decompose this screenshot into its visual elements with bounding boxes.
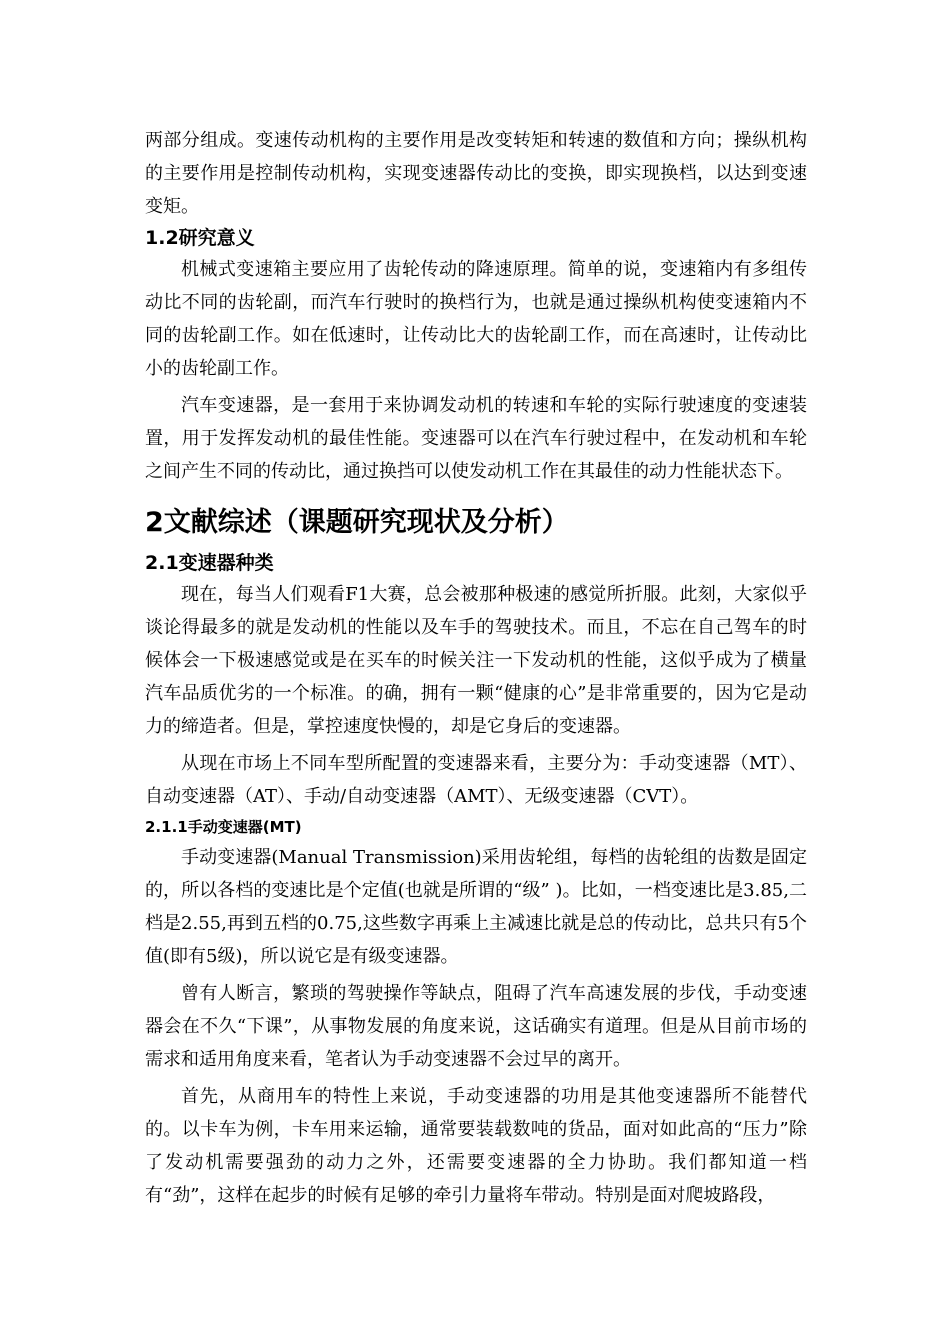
paragraph-1-2-b: 汽车变速器，是一套用于来协调发动机的转速和车轮的实际行驶速度的变速装置，用于发挥发动机的最佳性能。变速器可以在汽车行驶过程中，在发动机和车轮之间产生不同的传动比，通过换挡可以使发动机工作在其最佳的动力性能状态下。: [145, 395, 807, 482]
heading-2-1: 2.1变速器种类: [145, 552, 274, 574]
heading-1-2: 1.2研究意义: [145, 227, 255, 249]
paragraph-2-1-1-c: 首先，从商用车的特性上来说，手动变速器的功用是其他变速器所不能替代的。以卡车为例，卡车用来运输，通常要装载数吨的货品，面对如此高的“压力”除了发动机需要强劲的动力之外，还需要变速器的全力协助。我们都知道一档有“劲”，这样在起步的时候有足够的牵引力量将车带动。特别是面对爬坡路段，: [145, 1086, 807, 1206]
paragraph-1-2-a: 机械式变速箱主要应用了齿轮传动的降速原理。简单的说，变速箱内有多组传动比不同的齿轮副，而汽车行驶时的换档行为，也就是通过操纵机构使变速箱内不同的齿轮副工作。如在低速时，让传动比大的齿轮副工作，而在高速时，让传动比小的齿轮副工作。: [145, 259, 807, 379]
paragraph-2-1-a: 现在，每当人们观看F1大赛，总会被那种极速的感觉所折服。此刻，大家似乎谈论得最多的就是发动机的性能以及车手的驾驶技术。而且，不忘在自己驾车的时候体会一下极速感觉或是在买车的时候关注一下发动机的性能，这似乎成为了横量汽车品质优劣的一个标准。的确，拥有一颗“健康的心”是非常重要的，因为它是动力的缔造者。但是，掌控速度快慢的，却是它身后的变速器。: [145, 584, 807, 737]
paragraph-intro-tail: 两部分组成。变速传动机构的主要作用是改变转矩和转速的数值和方向；操纵机构的主要作用是控制传动机构，实现变速器传动比的变换，即实现换档，以达到变速变矩。: [145, 130, 807, 217]
paragraph-2-1-b: 从现在市场上不同车型所配置的变速器来看，主要分为：手动变速器（MT）、自动变速器（AT）、手动/自动变速器（AMT）、无级变速器（CVT）。: [145, 753, 807, 807]
heading-2-1-1: 2.1.1手动变速器(MT): [145, 818, 302, 836]
document-body: [145, 124, 807, 1212]
heading-2: 2文献综述（课题研究现状及分析）: [145, 507, 569, 538]
paragraph-2-1-1-a: 手动变速器(Manual Transmission)采用齿轮组，每档的齿轮组的齿数是固定的，所以各档的变速比是个定值(也就是所谓的“级” )。比如，一档变速比是3.85,二档是2.55,再到五档的0.75,这些数字再乘上主减速比就是总的传动比，总共只有5个值(即有5级)，所以说它是有级变速器。: [145, 847, 807, 967]
paragraph-2-1-1-b: 曾有人断言，繁琐的驾驶操作等缺点，阻碍了汽车高速发展的步伐，手动变速器会在不久“下课”，从事物发展的角度来说，这话确实有道理。但是从目前市场的需求和适用角度来看，笔者认为手动变速器不会过早的离开。: [145, 983, 807, 1070]
